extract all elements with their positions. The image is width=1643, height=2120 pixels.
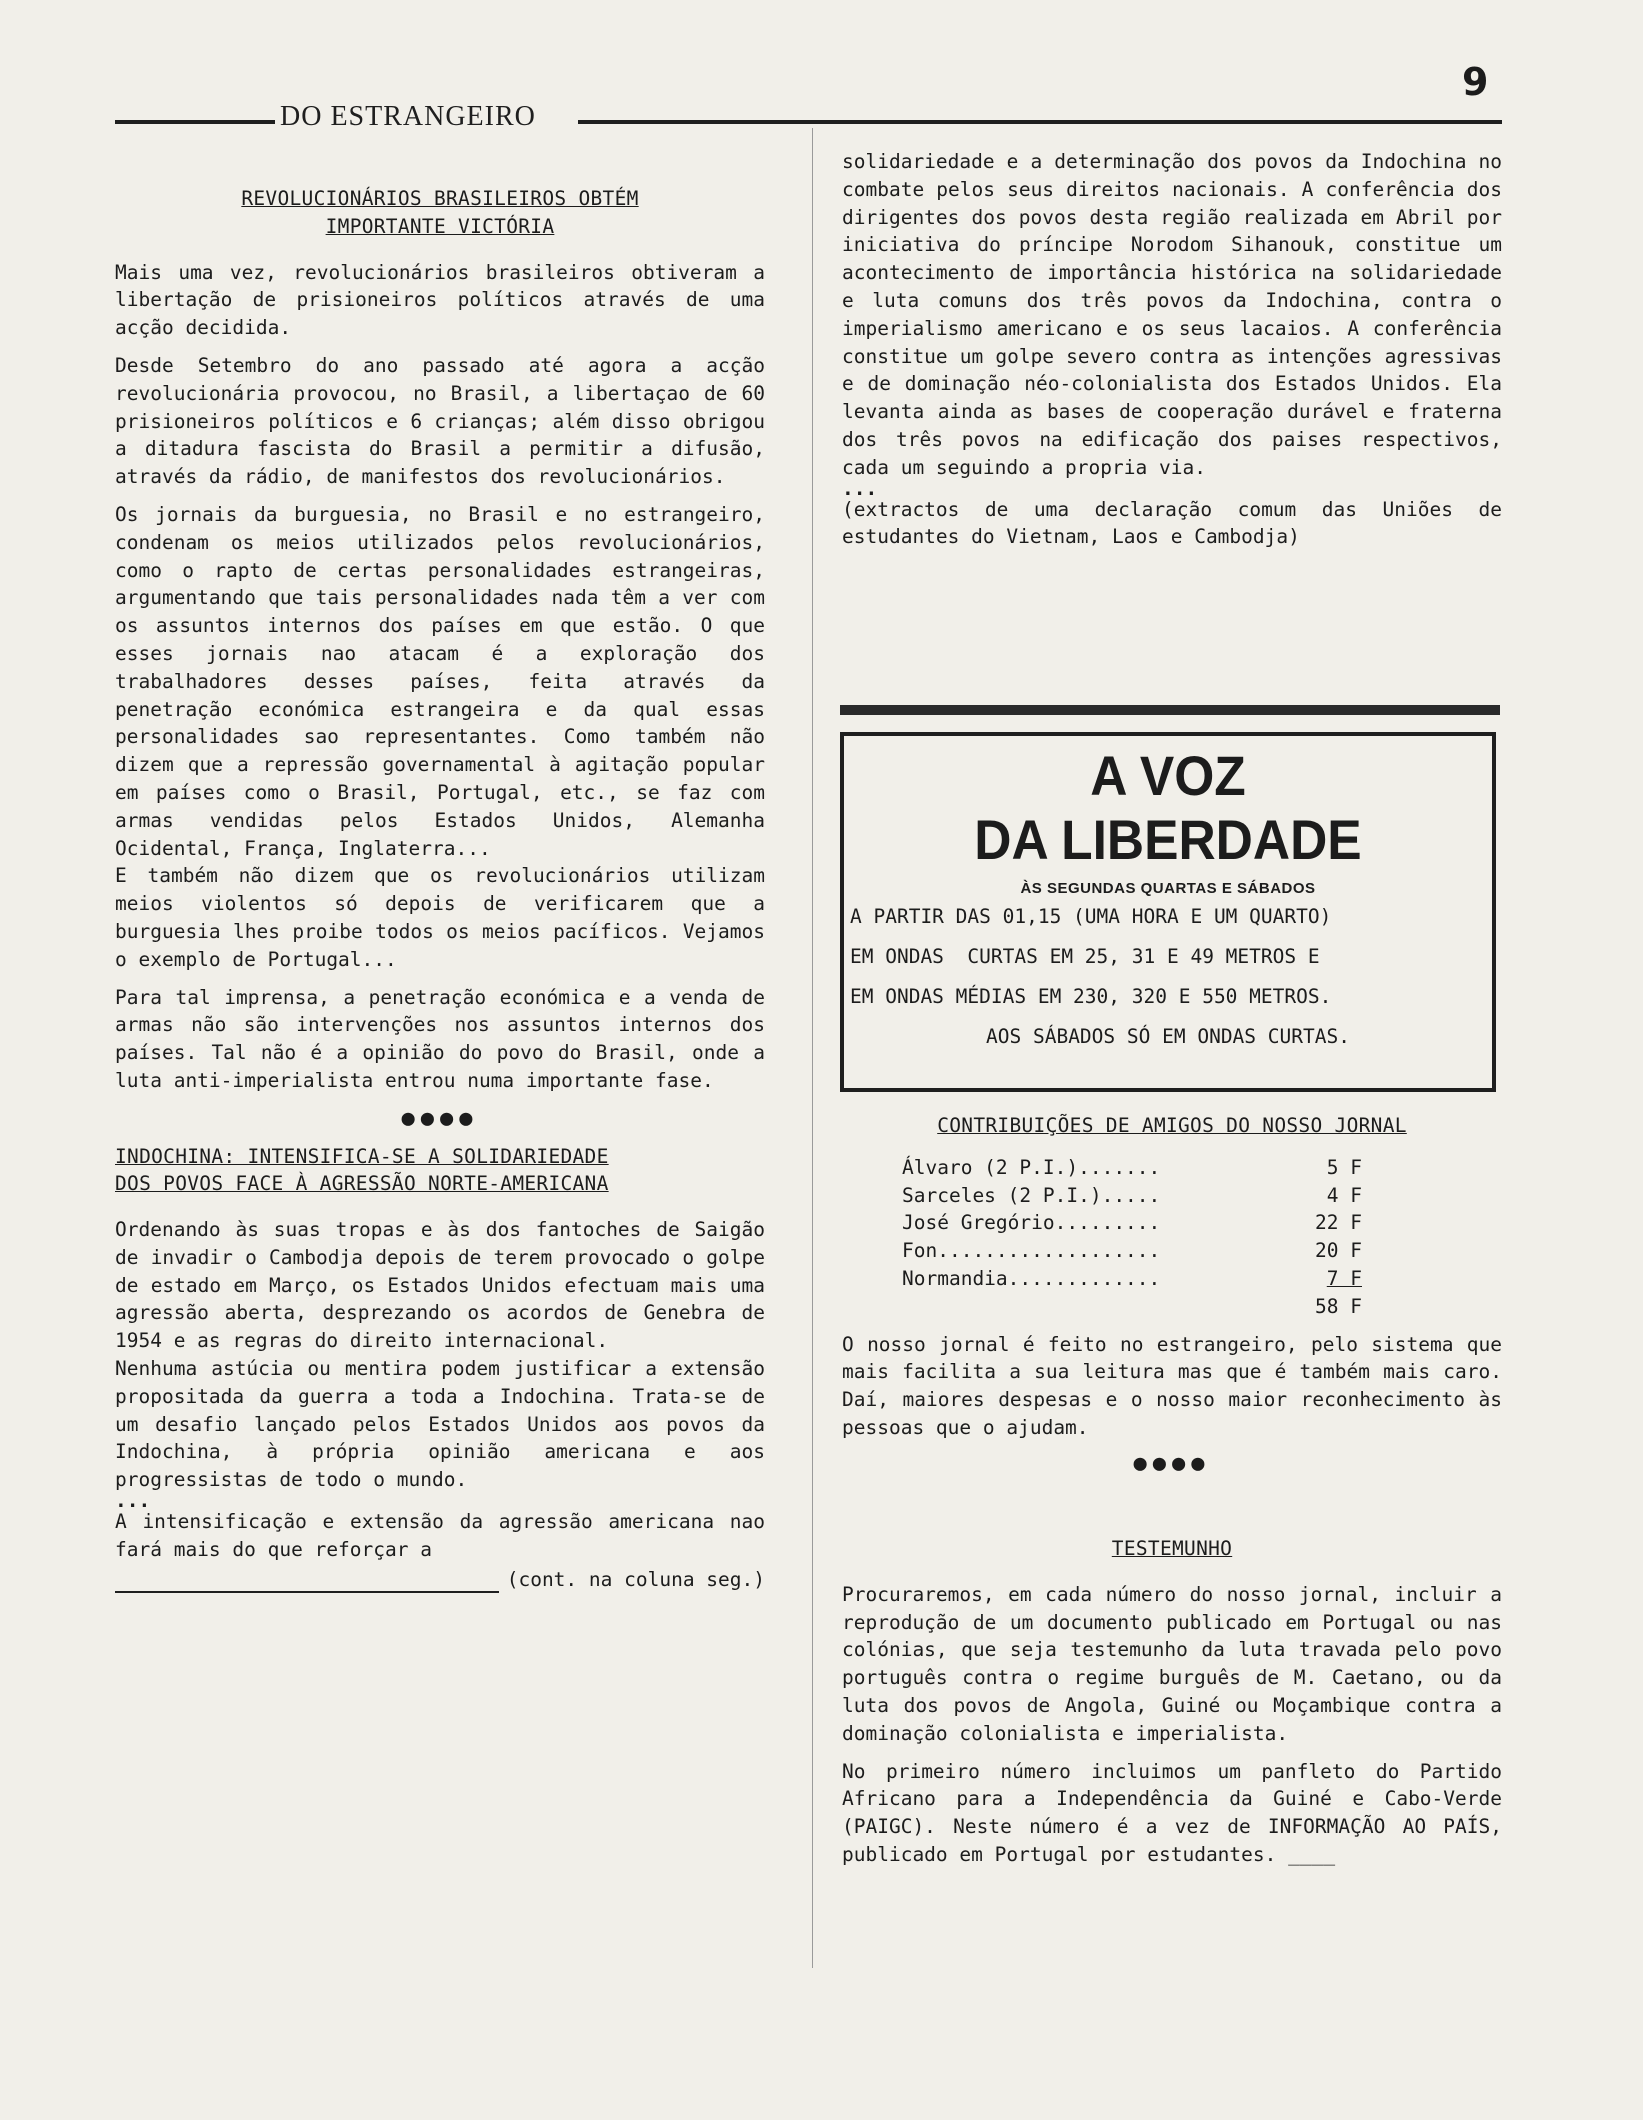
article-paragraph: A intensificação e extensão da agressão americana nao fará mais do que reforçar a: [115, 1510, 765, 1561]
radio-announcement-box: [840, 732, 1496, 1092]
continued-rule: [115, 1573, 499, 1593]
article-paragraph: Desde Setembro do ano passado até agora a acção revolucionária provocou, no Brasil, a libertaçao de 60 prisioneiros políticos e 6 crianças; além disso obrigou a ditadura fascista do Brasil a permitir a difusão, através da rádio, de manifestos dos revolucionários.: [115, 353, 765, 489]
article-paragraph: Os jornais da burguesia, no Brasil e no estrangeiro, condenam os meios utilizados pelos revolucionários, como o rapto de certas personalidades estrangeiras, argumentando que tais personalidades nada têm a ver com os assuntos internos dos países em que estão. O que esses jornais nao atacam é a exploração dos trabalhadores desses países, feita através da penetração económica estrangeira e da qual essas personalidades sao representantes. Como também não dizem que a repressão governamental à agitação popular em países como o Brasil, Portugal, etc., se faz com armas vendidas pelos Estados Unidos, Alemanha Ocidental, França, Inglaterra... E também não dizem que os revolucionários utilizam meios violentos só depois de verificarem que a burguesia lhes proibe todos os meios pacíficos. Vejamos o exemplo de Portugal...: [115, 502, 765, 971]
contribution-amount: 20 F: [1315, 1239, 1362, 1263]
section-separator: ●●●●: [401, 1105, 479, 1131]
radio-box-top-rule: [840, 705, 1500, 715]
contributions-section: [842, 1112, 1502, 1488]
testemunho-paragraph: No primeiro número incluimos um panfleto do Partido Africano para a Independência da Guiné e Cabo-Verde (PAIGC). Neste número é a vez de INFORMAÇÃO AO PAÍS, publicado em Portugal por estudantes. ____: [842, 1759, 1502, 1866]
column-divider: [812, 128, 813, 1968]
contribution-total: 58 F: [1315, 1294, 1362, 1318]
source-note: (extractos de uma declaração comum das Uniões de estudantes do Vietnam, Laos e Cambodja): [842, 497, 1502, 549]
radio-schedule-line: EM ONDAS MÉDIAS EM 230, 320 E 550 METROS.: [850, 985, 1332, 1008]
article-paragraph: Ordenando às suas tropas e às dos fantoches de Saigão de invadir o Cambodja depois de terem provocado o golpe de estado em Março, os Estados Unidos efectuam mais uma agressão aberta, desprezando os acordos de Genebra de 1954 e as regras do direito internacional. Nenhuma astúcia ou mentira podem justificar a extensão propositada da guerra a toda a Indochina. Trata-se de um desafio lançado pelos Estados Unidos aos povos da Indochina, à própria opinião americana e aos progressistas de todo o mundo.: [115, 1218, 765, 1492]
contribution-amount: 22 F: [1315, 1211, 1362, 1235]
section-separator: ●●●●: [1133, 1450, 1211, 1476]
header-rule-right: [578, 120, 1502, 124]
radio-days: ÀS SEGUNDAS QUARTAS E SÁBADOS: [1020, 880, 1316, 897]
ellipsis-marker: ...: [842, 476, 878, 500]
contributor-name: Fon...................: [902, 1239, 1161, 1263]
contribution-row: [902, 1209, 1362, 1237]
left-column: [115, 185, 765, 1593]
contributor-name: José Gregório.........: [902, 1211, 1161, 1235]
header-rule-left: [115, 120, 275, 124]
testemunho-heading: TESTEMUNHO: [1111, 1537, 1233, 1560]
contribution-row: [902, 1237, 1362, 1265]
contributor-name: Álvaro (2 P.I.).......: [902, 1155, 1161, 1179]
article-headline-brazil: REVOLUCIONÁRIOS BRASILEIROS OBTÉM IMPORTANTE VICTÓRIA: [241, 187, 639, 238]
contributions-note: O nosso jornal é feito no estrangeiro, pelo sistema que mais facilita a sua leitura mas que é também mais caro. Daí, maiores despesas e o nosso maior reconhecimento às pessoas que o ajudam.: [842, 1332, 1502, 1439]
right-column-continuation: [842, 148, 1502, 561]
contributor-name: Normandia.............: [902, 1266, 1161, 1290]
contribution-row: [902, 1182, 1362, 1210]
testemunho-paragraph: Procuraremos, em cada número do nosso jornal, incluir a reprodução de um documento publicado em Portugal ou nas colónias, que seja testemunho da luta travada pelo povo português contra o regime burguês de M. Caetano, ou da luta dos povos de Angola, Guiné ou Moçambique contra a dominação colonialista e imperialista.: [842, 1582, 1502, 1745]
testemunho-section: [842, 1535, 1502, 1879]
article-paragraph: Mais uma vez, revolucionários brasileiros obtiveram a libertação de prisioneiros políticos através de uma acção decidida.: [115, 260, 765, 340]
contribution-row: [902, 1265, 1362, 1293]
radio-schedule-line: AOS SÁBADOS SÓ EM ONDAS CURTAS.: [986, 1025, 1350, 1048]
contribution-amount: 4 F: [1326, 1183, 1362, 1207]
radio-schedule-line: A PARTIR DAS 01,15 (UMA HORA E UM QUARTO): [850, 905, 1332, 928]
contributor-name: Sarceles (2 P.I.).....: [902, 1183, 1161, 1207]
section-title: DO ESTRANGEIRO: [280, 101, 536, 132]
radio-schedule-line: EM ONDAS CURTAS EM 25, 31 E 49 METROS E: [850, 945, 1320, 968]
ellipsis-marker: ...: [115, 1489, 151, 1513]
contribution-row: [902, 1154, 1362, 1182]
continued-line: [115, 1566, 765, 1594]
radio-title: A VOZ DA LIBERDADE: [974, 744, 1362, 871]
contribution-amount: 5 F: [1326, 1155, 1362, 1179]
article-headline-indochina: INDOCHINA: INTENSIFICA-SE A SOLIDARIEDADE DOS POVOS FACE À AGRESSÃO NORTE-AMERICANA: [115, 1144, 609, 1196]
contribution-amount: 7 F: [1326, 1266, 1362, 1290]
contributions-heading: CONTRIBUIÇÕES DE AMIGOS DO NOSSO JORNAL: [937, 1114, 1407, 1137]
page-number: 9: [1462, 60, 1489, 104]
article-paragraph: solidariedade e a determinação dos povos da Indochina no combate pelos seus direitos nacionais. A conferência dos dirigentes dos povos desta região realizada em Abril por iniciativa do príncipe Norodom Sihanouk, constitue um acontecimento de importância histórica na solidariedade e luta comuns dos três povos da Indochina, contra o imperialismo americano e os seus lacaios. A conferência constitue um golpe severo contra as intenções agressivas e de dominação néo-colonialista dos Estados Unidos. Ela levanta ainda as bases de cooperação durável e fraterna dos três povos na edificação dos paises respectivos, cada um seguindo a propria via.: [842, 150, 1502, 479]
article-paragraph: Para tal imprensa, a penetração económica e a venda de armas não são intervenções nos assuntos internos dos países. Tal não é a opinião do povo do Brasil, onde a luta anti-imperialista entrou numa importante fase.: [115, 985, 765, 1092]
continued-note: (cont. na coluna seg.): [506, 1567, 765, 1591]
